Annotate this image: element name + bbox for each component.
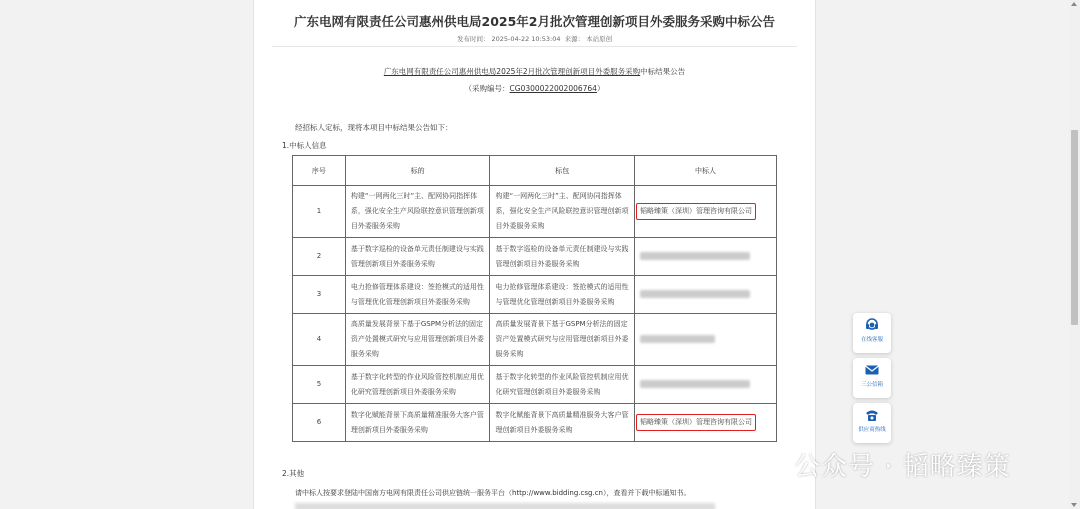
download-notice: 请中标人按要求登陆中国南方电网有限责任公司供应链统一服务平台（http://www.bidding.csg.cn），查看并下载中标通知书。 (295, 489, 691, 497)
wechat-watermark (750, 446, 1011, 483)
procurement-number-link[interactable]: CG0300022002006764 (509, 84, 597, 93)
row-no: 3 (293, 276, 346, 314)
header-subject: 标的 (345, 156, 490, 186)
truncated-text (295, 503, 715, 509)
row-winner (635, 314, 777, 366)
table-row (293, 404, 777, 442)
table-row (293, 276, 777, 314)
mailbox-button[interactable] (853, 358, 891, 398)
mailbox-label: 三公信箱 (860, 382, 883, 388)
source-value: 本站原创 (586, 35, 613, 43)
winner-highlight-box: 韬略臻策（深圳）管理咨询有限公司 (636, 414, 756, 431)
procurement-number: （采购编号：CG0300022002006764） (464, 84, 605, 93)
row-no: 2 (293, 238, 346, 276)
phone-icon (864, 407, 880, 423)
winners-table (292, 155, 777, 442)
scroll-thumb[interactable] (1071, 130, 1078, 325)
row-subject: 数字化赋能背景下高质量精准服务大客户管理创新项目外委服务采购 (345, 404, 490, 442)
row-winner (635, 186, 777, 238)
redacted-winner (640, 335, 715, 343)
scroll-up-arrow-icon[interactable] (1071, 2, 1077, 6)
supplier-hotline-label: 供应商热线 (858, 427, 886, 433)
online-service-label: 在线客服 (860, 337, 883, 343)
floating-service-panel (853, 313, 893, 448)
subtitle-suffix: 中标结果公告 (640, 67, 686, 76)
publish-time-label: 发布时间： (456, 35, 490, 43)
row-winner (635, 366, 777, 404)
article-meta (254, 34, 815, 43)
row-winner (635, 404, 777, 442)
row-subject: 构建“一网两化三时”主、配网协同指挥体系，强化安全生产风险联控意识管理创新项目外委服务采购 (345, 186, 490, 238)
header-winner: 中标人 (635, 156, 777, 186)
row-no: 1 (293, 186, 346, 238)
scroll-down-arrow-icon[interactable] (1071, 503, 1077, 507)
intro-text: 经招标人定标，现将本项目中标结果公告如下： (295, 123, 453, 132)
header-package: 标包 (490, 156, 635, 186)
row-no: 6 (293, 404, 346, 442)
row-no: 5 (293, 366, 346, 404)
redacted-winner (640, 380, 750, 388)
row-winner (635, 276, 777, 314)
row-subject: 基于数字巡检的设备单元责任制建设与实践管理创新项目外委服务采购 (345, 238, 490, 276)
online-service-button[interactable] (853, 313, 891, 353)
row-package: 电力抢修管理体系建设：签抢模式的适用性与管理优化管理创新项目外委服务采购 (490, 276, 635, 314)
table-row (293, 314, 777, 366)
row-winner (635, 238, 777, 276)
table-row (293, 238, 777, 276)
wechat-logo-icon (750, 450, 784, 480)
row-package: 基于数字巡检的设备单元责任制建设与实践管理创新项目外委服务采购 (490, 238, 635, 276)
redacted-winner (640, 252, 750, 260)
row-no: 4 (293, 314, 346, 366)
header-no: 序号 (293, 156, 346, 186)
title-divider (272, 46, 797, 47)
announcement-subtitle (254, 66, 815, 77)
mail-icon (864, 362, 880, 378)
vertical-scrollbar[interactable] (1069, 0, 1080, 509)
project-link[interactable]: 广东电网有限责任公司惠州供电局2025年2月批次管理创新项目外委服务采购 (383, 67, 641, 76)
row-package: 基于数字化转型的作业风险管控机制应用优化研究管理创新项目外委服务采购 (490, 366, 635, 404)
source-label: 来源： (564, 35, 585, 43)
headset-icon (864, 317, 880, 333)
table-row (293, 186, 777, 238)
supplier-hotline-button[interactable] (853, 403, 891, 443)
row-package: 构建“一网两化三时”主、配网协同指挥体系，强化安全生产风险联控意识管理创新项目外委服务采购 (490, 186, 635, 238)
row-package: 高质量发展背景下基于GSPM分析法的固定资产处置模式研究与应用管理创新项目外委服务采购 (490, 314, 635, 366)
section-heading-other: 2.其他 (282, 469, 305, 478)
article-page (253, 0, 816, 509)
winner-highlight-box: 韬略臻策（深圳）管理咨询有限公司 (636, 203, 756, 220)
row-subject: 高质量发展背景下基于GSPM分析法的固定资产处置模式研究与应用管理创新项目外委服务采购 (345, 314, 490, 366)
row-package: 数字化赋能背景下高质量精准服务大客户管理创新项目外委服务采购 (490, 404, 635, 442)
row-subject: 电力抢修管理体系建设：签抢模式的适用性与管理优化管理创新项目外委服务采购 (345, 276, 490, 314)
redacted-winner (640, 290, 750, 298)
article-title: 广东电网有限责任公司惠州供电局2025年2月批次管理创新项目外委服务采购中标公告 (294, 14, 775, 29)
table-header-row (293, 156, 777, 186)
watermark-text: 公众号 · 韬略臻策 (794, 452, 1011, 482)
section-heading-winners: 1.中标人信息 (282, 141, 327, 150)
table-row (293, 366, 777, 404)
publish-time: 2025-04-22 10:53:04 (491, 35, 561, 43)
row-subject: 基于数字化转型的作业风险管控机制应用优化研究管理创新项目外委服务采购 (345, 366, 490, 404)
